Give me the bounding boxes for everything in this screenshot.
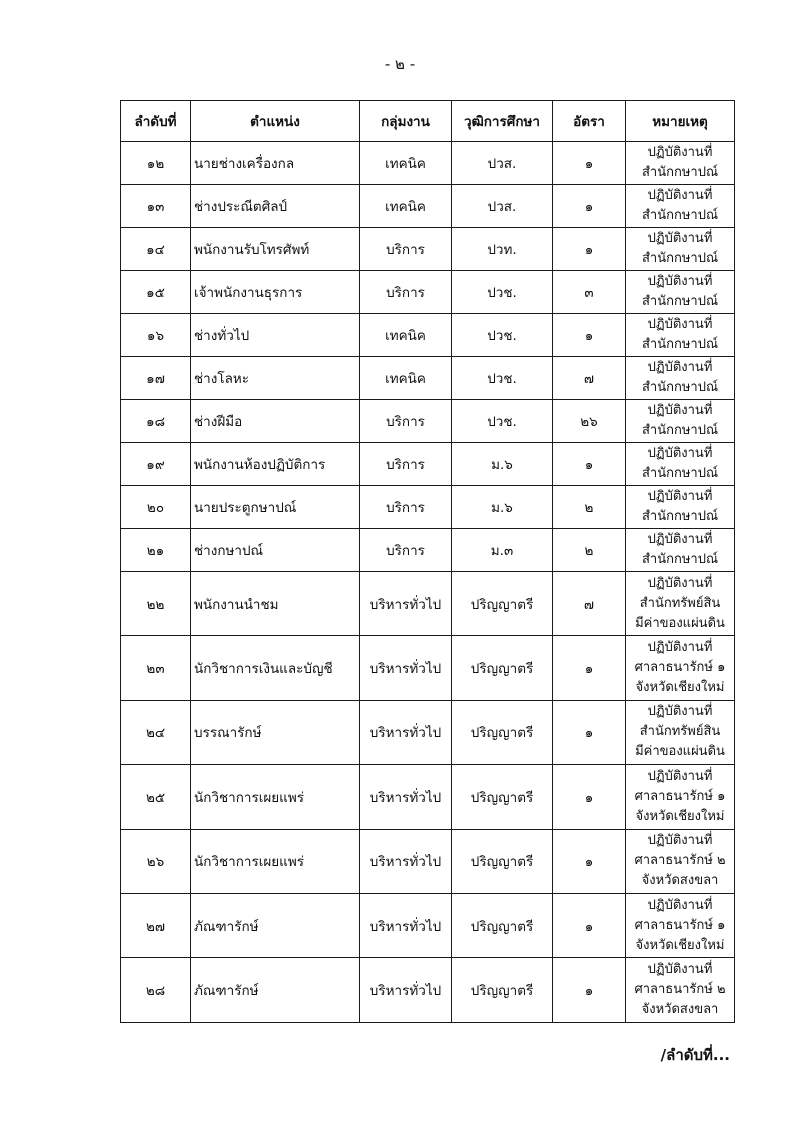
remark-line: จังหวัดสงขลา [641,1002,719,1018]
cell-position: ช่างประณีตศิลป์ [191,185,360,228]
remark-line: สำนักกษาปณ์ [641,337,719,352]
remark-line: ปฏิบัติงานที่ [647,145,713,160]
cell-no: ๑๖ [121,314,191,357]
remark-line: ปฏิบัติงานที่ [647,532,713,547]
remark-line: สำนักกษาปณ์ [641,294,719,309]
cell-group: เทคนิค [360,185,452,228]
cell-rate: ๑ [553,700,626,764]
remark-line: ปฏิบัติงานที่ [647,317,713,332]
remark-line: ปฏิบัติงานที่ [647,446,713,461]
remark-line: ปฏิบัติงานที่ [647,188,713,203]
remark-line: มีค่าของแผ่นดิน [635,615,725,631]
cell-rate: ๑ [553,443,626,486]
remark-line: ศาลาธนารักษ์ ๑ [634,917,726,933]
cell-group: บริการ [360,529,452,572]
cell-education: ปริญญาตรี [452,958,553,1022]
cell-remark [626,958,735,1022]
cell-group: บริการ [360,271,452,314]
cell-remark [626,529,735,572]
cell-rate: ๗ [553,357,626,400]
cell-position: นายช่างเครื่องกล [191,142,360,185]
remark-line: ศาลาธนารักษ์ ๑ [634,660,726,676]
cell-no: ๑๓ [121,185,191,228]
cell-education: ปวช. [452,357,553,400]
cell-education: ปวช. [452,400,553,443]
table-row [121,228,735,271]
cell-group: บริหารทั่วไป [360,765,452,829]
cell-remark [626,636,735,700]
cell-position: พนักงานนำชม [191,572,360,636]
cell-no: ๑๕ [121,271,191,314]
cell-no: ๑๒ [121,142,191,185]
remark-line: สำนักกษาปณ์ [641,423,719,438]
cell-rate: ๓ [553,271,626,314]
table-row [121,357,735,400]
table-body [121,142,735,1023]
remark-line: สำนักกษาปณ์ [641,208,719,223]
remark-line: ปฏิบัติงานที่ [647,489,713,504]
remark-line: ปฏิบัติงานที่ [647,231,713,246]
remark-line: ปฏิบัติงานที่ [647,640,713,656]
remark-line: ปฏิบัติงานที่ [647,962,713,978]
table-row [121,958,735,1022]
cell-group: บริการ [360,443,452,486]
cell-position: ภัณฑารักษ์ [191,958,360,1022]
cell-position: ช่างกษาปณ์ [191,529,360,572]
cell-position: ภัณฑารักษ์ [191,893,360,957]
continuation-note: /ลำดับที่... [660,1046,730,1064]
cell-rate: ๑ [553,142,626,185]
cell-remark [626,357,735,400]
cell-position: นักวิชาการเผยแพร่ [191,765,360,829]
cell-group: เทคนิค [360,357,452,400]
table-header-row [121,101,735,142]
table-row [121,185,735,228]
remark-line: ปฏิบัติงานที่ [647,403,713,418]
cell-position: นายประตูกษาปณ์ [191,486,360,529]
remark-line: จังหวัดเชียงใหม่ [635,808,725,824]
cell-education: ปวช. [452,314,553,357]
table-row [121,443,735,486]
cell-rate: ๑ [553,893,626,957]
cell-position: บรรณารักษ์ [191,700,360,764]
cell-group: บริหารทั่วไป [360,829,452,893]
cell-education: ปริญญาตรี [452,572,553,636]
cell-education: ปริญญาตรี [452,700,553,764]
cell-remark [626,765,735,829]
remark-line: ศาลาธนารักษ์ ๒ [634,982,726,998]
cell-no: ๑๗ [121,357,191,400]
cell-group: บริหารทั่วไป [360,636,452,700]
cell-no: ๑๘ [121,400,191,443]
cell-no: ๒๓ [121,636,191,700]
cell-no: ๒๐ [121,486,191,529]
table-row [121,765,735,829]
table-row [121,314,735,357]
remark-line: ปฏิบัติงานที่ [647,575,713,591]
cell-position: นักวิชาการเผยแพร่ [191,829,360,893]
cell-remark [626,700,735,764]
remark-line: มีค่าของแผ่นดิน [635,744,725,760]
remark-line: สำนักกษาปณ์ [641,380,719,395]
table-row [121,636,735,700]
remark-line: สำนักทรัพย์สิน [639,595,721,611]
cell-education: ปวท. [452,228,553,271]
cell-education: ปริญญาตรี [452,765,553,829]
table-row [121,829,735,893]
header-position: ตำแหน่ง [191,101,360,142]
header-group: กลุ่มงาน [360,101,452,142]
cell-rate: ๑ [553,185,626,228]
cell-no: ๒๖ [121,829,191,893]
table-row [121,271,735,314]
cell-no: ๑๙ [121,443,191,486]
remark-line: สำนักกษาปณ์ [641,552,719,567]
cell-group: บริหารทั่วไป [360,572,452,636]
table-row [121,142,735,185]
remark-line: สำนักกษาปณ์ [641,165,719,180]
cell-education: ปริญญาตรี [452,829,553,893]
remark-line: จังหวัดเชียงใหม่ [635,680,725,696]
cell-position: เจ้าพนักงานธุรการ [191,271,360,314]
remark-line: ปฏิบัติงานที่ [647,360,713,375]
remark-line: ศาลาธนารักษ์ ๑ [634,788,726,804]
cell-position: ช่างฝีมือ [191,400,360,443]
cell-rate: ๒ [553,529,626,572]
cell-no: ๒๘ [121,958,191,1022]
cell-education: ปริญญาตรี [452,893,553,957]
table-row [121,893,735,957]
header-education: วุฒิการศึกษา [452,101,553,142]
remark-line: สำนักทรัพย์สิน [639,724,721,740]
cell-rate: ๑ [553,636,626,700]
page-number: - ๒ - [384,55,416,73]
cell-group: เทคนิค [360,314,452,357]
cell-group: เทคนิค [360,142,452,185]
remark-line: ปฏิบัติงานที่ [647,704,713,720]
remark-line: ปฏิบัติงานที่ [647,274,713,289]
cell-remark [626,893,735,957]
cell-no: ๒๗ [121,893,191,957]
cell-remark [626,185,735,228]
remark-line: สำนักกษาปณ์ [641,466,719,481]
cell-group: บริหารทั่วไป [360,700,452,764]
table-row [121,529,735,572]
cell-position: พนักงานห้องปฏิบัติการ [191,443,360,486]
header-rate: อัตรา [553,101,626,142]
table-row [121,400,735,443]
remark-line: จังหวัดเชียงใหม่ [635,937,725,953]
cell-remark [626,314,735,357]
cell-education: ปริญญาตรี [452,636,553,700]
cell-remark [626,142,735,185]
cell-education: ปวส. [452,142,553,185]
cell-remark [626,829,735,893]
table-row [121,486,735,529]
cell-position: ช่างทั่วไป [191,314,360,357]
cell-remark [626,271,735,314]
table-row [121,572,735,636]
remark-line: จังหวัดสงขลา [641,873,719,889]
cell-no: ๑๔ [121,228,191,271]
cell-group: บริการ [360,486,452,529]
cell-group: บริการ [360,228,452,271]
cell-remark [626,400,735,443]
cell-position: พนักงานรับโทรศัพท์ [191,228,360,271]
cell-rate: ๑ [553,958,626,1022]
cell-remark [626,228,735,271]
cell-education: ปวช. [452,271,553,314]
remark-line: ปฏิบัติงานที่ [647,768,713,784]
remark-line: ปฏิบัติงานที่ [647,897,713,913]
cell-group: บริหารทั่วไป [360,958,452,1022]
cell-education: ม.๓ [452,529,553,572]
cell-rate: ๒๖ [553,400,626,443]
cell-education: ม.๖ [452,443,553,486]
positions-table [120,100,735,1023]
remark-line: สำนักกษาปณ์ [641,251,719,266]
cell-rate: ๒ [553,486,626,529]
cell-group: บริหารทั่วไป [360,893,452,957]
cell-education: ปวส. [452,185,553,228]
cell-group: บริการ [360,400,452,443]
table-row [121,700,735,764]
cell-remark [626,443,735,486]
remark-line: สำนักกษาปณ์ [641,509,719,524]
cell-no: ๒๕ [121,765,191,829]
cell-no: ๒๔ [121,700,191,764]
cell-no: ๒๑ [121,529,191,572]
cell-no: ๒๒ [121,572,191,636]
cell-remark [626,572,735,636]
cell-position: ช่างโลหะ [191,357,360,400]
cell-rate: ๑ [553,228,626,271]
cell-position: นักวิชาการเงินและบัญชี [191,636,360,700]
cell-rate: ๗ [553,572,626,636]
remark-line: ปฏิบัติงานที่ [647,833,713,849]
cell-education: ม.๖ [452,486,553,529]
header-remark: หมายเหตุ [626,101,735,142]
cell-rate: ๑ [553,829,626,893]
cell-rate: ๑ [553,765,626,829]
remark-line: ศาลาธนารักษ์ ๒ [634,853,726,869]
cell-rate: ๑ [553,314,626,357]
header-no: ลำดับที่ [121,101,191,142]
cell-remark [626,486,735,529]
